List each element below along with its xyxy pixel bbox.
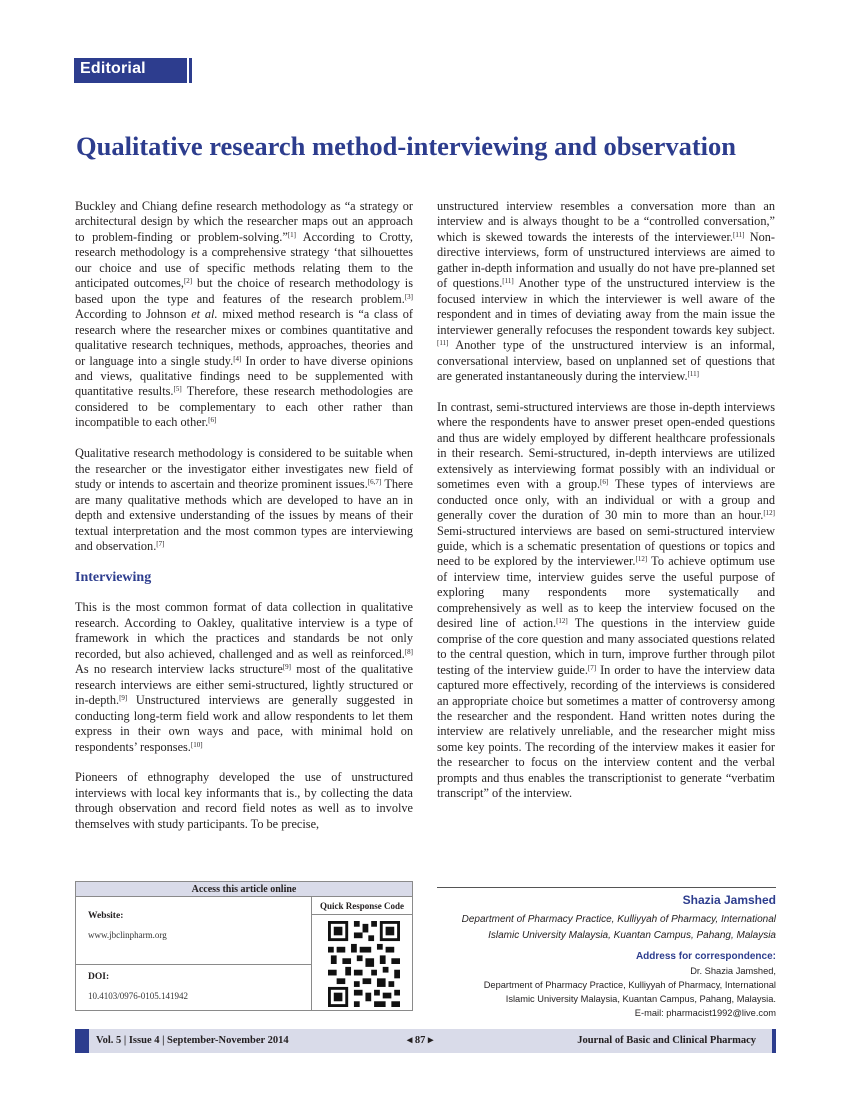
citation-ref[interactable]: [7] (156, 540, 165, 549)
author-affiliation-line1: Department of Pharmacy Practice, Kulliyyah of Pharmacy, International (461, 914, 776, 925)
qr-label: Quick Response Code (312, 897, 412, 915)
citation-ref[interactable]: [11] (687, 369, 699, 378)
correspondence-line2: Islamic University Malaysia, Kuantan Campus, Pahang, Malaysia. (505, 994, 776, 1004)
citation-ref[interactable]: [4] (233, 354, 242, 363)
citation-ref[interactable]: [8] (404, 647, 413, 656)
paragraph: Buckley and Chiang define research methodology as “a strategy or architectural design by which the researcher maps out an approach to problem-finding or problem-solving.”[1] According to Crotty, research methodology is a comprehensive strategy ‘that silhouettes our choice and use of specific methods relating them to the anticipated outcomes,[2] but the choice of research methodology is based upon the type and features of the research problem.[3] According to Johnson et al. mixed method research is “a class of research where the researcher mixes or combines quantitative and qualitative research techniques, methods, approaches, theories and or language into a single study.[4] In order to have diverse opinions and views, qualitative findings need to be supplemented with quantitative results.[5] Therefore, these research methodologies are considered to be complementary to each other rather than incompatible to each other.[6] (75, 199, 413, 430)
left-column (75, 199, 413, 832)
author-divider (437, 887, 776, 888)
page-footer (75, 1029, 776, 1053)
citation-ref[interactable]: [11] (437, 339, 449, 348)
citation-ref[interactable]: [11] (733, 230, 745, 239)
paragraph: This is the most common format of data collection in qualitative research. According to Oakley, qualitative interview is a type of framework in which the practices and standards be not only recorded, but also achieved, challenged and as well as reinforced.[8] As no research interview lacks structure[9] most of the qualitative research interviews are either semi-structured, lightly structured or in-depth.[9] Unstructured interviews are generally suggested in conducting long-term field work and allow respondents to let them express in their own ways and pace, with minimal hold on respondents’ responses.[10] (75, 600, 413, 754)
footer-page-number: ◂ 87 ▸ (407, 1035, 434, 1046)
doi-link[interactable]: 10.4103/0976-0105.141942 (88, 991, 188, 1001)
author-block (437, 893, 776, 1020)
section-label: Editorial (80, 60, 146, 77)
correspondence-name: Dr. Shazia Jamshed, (690, 966, 776, 976)
citation-ref[interactable]: [11] (502, 277, 514, 286)
citation-ref[interactable]: [3] (404, 292, 413, 301)
citation-ref[interactable]: [10] (190, 740, 203, 749)
paragraph: Qualitative research methodology is considered to be suitable when the researcher or the investigator either investigates new field of study or intends to ascertain and theorize prominent issues.[6,7] There are many qualitative methods which are developed to have an in depth and extensive understanding of the issues by means of their textual interpretation and the most common types are interviewing and observation.[7] (75, 446, 413, 554)
section-tag (74, 58, 192, 83)
footer-journal: Journal of Basic and Clinical Pharmacy (577, 1035, 756, 1046)
author-name: Shazia Jamshed (682, 893, 776, 907)
qr-code-icon[interactable] (328, 921, 400, 1007)
citation-ref[interactable]: [5] (173, 385, 182, 394)
paragraph: unstructured interview resembles a conversation more than an interview and is always thought to be a “controlled conversation,” which is skewed towards the interests of the interviewer.[11] Non-directive interviews, form of unstructured interviews are aimed to gather in-depth information and usually do not have pre-planned set of questions.[11] Another type of the unstructured interview is the focused interview in which the interviewer is well aware of the respondent and in times of deviating away from the main issue the interviewer generally refocuses the respondent towards key subject.[11] Another type of the unstructured interview is an informal, conversational interview, based on unplanned set of questions that are generated instantaneously during the interview.[11] (437, 199, 775, 383)
citation-ref[interactable]: [2] (183, 277, 193, 286)
citation-ref[interactable]: [9] (282, 663, 291, 672)
section-heading-interviewing: Interviewing (75, 569, 152, 585)
website-cell (76, 897, 312, 965)
author-affiliation-line2: Islamic University Malaysia, Kuantan Campus, Pahang, Malaysia (488, 930, 776, 941)
article-title: Qualitative research method-interviewing and observation (76, 131, 737, 161)
citation-ref[interactable]: [9] (119, 694, 128, 703)
website-link[interactable]: www.jbclinpharm.org (88, 930, 167, 940)
right-column (437, 199, 775, 802)
doi-cell (76, 965, 312, 1010)
citation-ref[interactable]: [7] (587, 663, 597, 672)
doi-label: DOI: (88, 972, 110, 982)
citation-ref[interactable]: [1] (287, 230, 296, 239)
footer-issue: Vol. 5 | Issue 4 | September-November 2014 (96, 1035, 289, 1046)
paragraph: In contrast, semi-structured interviews are those in-depth interviews where the respondents have to answer preset open-ended questions and thus are widely employed by different healthcare professionals in their research. Semi-structured, in-depth interviews are utilized extensively as interviewing format possibly with an individual or sometimes even with a group.[6] These types of interviews are conducted once only, with an individual or with a group and generally cover the duration of 30 min to more than an hour.[12] Semi-structured interviews are based on semi-structured interview guide, which is a schematic presentation of questions or topics and need to be explored by the interviewer.[12] To achieve optimum use of interview time, interview guides serve the useful purpose of exploring many respondents more systematically and comprehensively as well as to keep the interview focused on the desired line of action.[12] The questions in the interview guide comprise of the core question and many associated questions related to the central question, which in turn, improve further through pilot testing of the interview guide.[7] In order to have the interview data captured more effectively, recording of the interviews is considered an appropriate choice but sometimes a matter of controversy among the researcher and the respondent. Hand written notes during the interview are relatively unreliable, and the researcher might miss some key points. The recording of the interview makes it easier for the researcher to focus on the interview content and the verbal prompts and thus enables the transcriptionist to generate “verbatim transcript” of the interview. (437, 399, 775, 801)
paragraph: Pioneers of ethnography developed the use of unstructured interviews with local key informants that is., by collecting the data through observation and record field notes as well as to involve themselves with study participants. To be precise, (75, 770, 413, 831)
citation-ref[interactable]: [12] (556, 617, 568, 626)
citation-ref[interactable]: [6] (600, 478, 609, 487)
citation-ref[interactable]: [12] (763, 509, 775, 518)
website-label: Website: (88, 911, 124, 921)
citation-ref[interactable]: [6,7] (367, 478, 382, 487)
emphasis: et al. (191, 307, 218, 322)
access-online-box (75, 881, 413, 1011)
correspondence-heading: Address for correspondence: (635, 951, 776, 962)
correspondence-line1: Department of Pharmacy Practice, Kulliyyah of Pharmacy, International (483, 980, 776, 990)
correspondence-email[interactable]: E-mail: pharmacist1992@live.com (634, 1008, 776, 1018)
citation-ref[interactable]: [12] (635, 555, 648, 564)
citation-ref[interactable]: [6] (208, 416, 217, 425)
access-box-heading: Access this article online (76, 882, 412, 897)
